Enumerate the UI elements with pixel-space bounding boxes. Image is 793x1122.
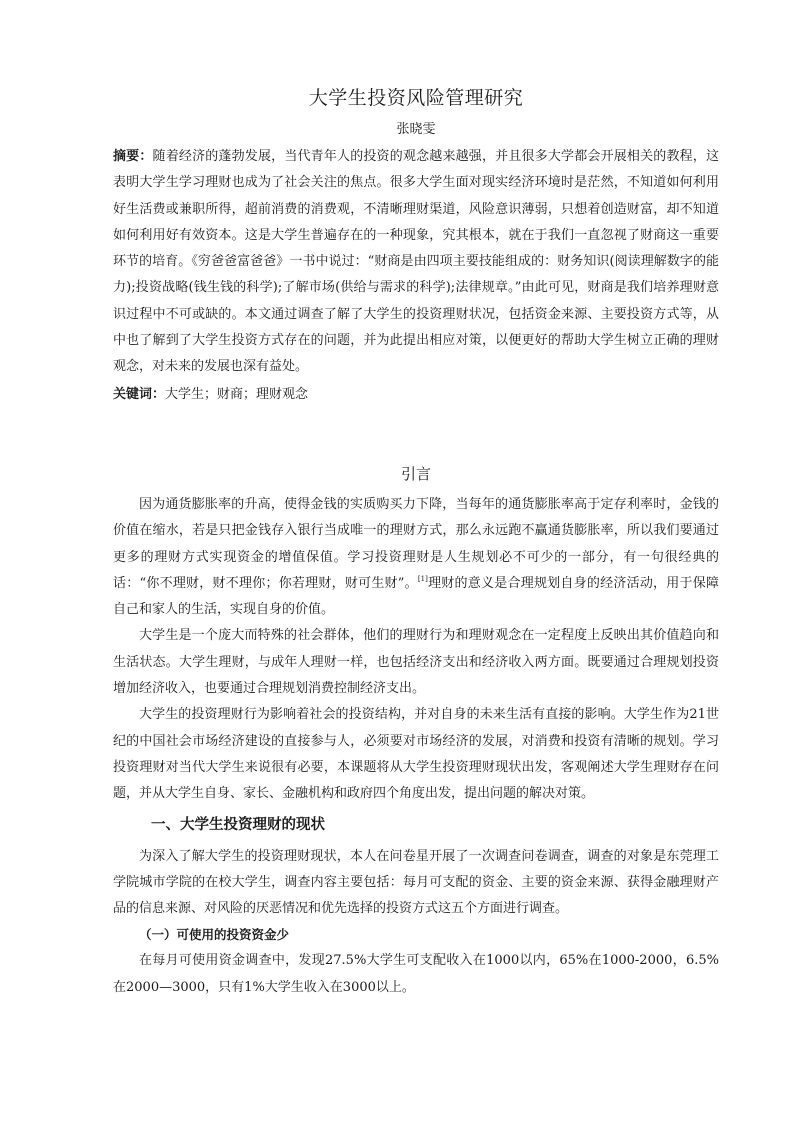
abstract-text: 随着经济的蓬勃发展，当代青年人的投资的观念越来越强，并且很多大学都会开展相关的教程，这表明大学生学习理财也成为了社会关注的焦点。很多大学生面对现实经济环境时是茫然，不知道如何利用好生活费或兼职所得，超前消费的消费观，不清晰理财渠道，风险意识薄弱，只想着创造财富，却不知道如何利用好有效资本。这是大学生普遍存在的一种现象，究其根本，就在于我们一直忽视了财商这一重要环节的培育。《穷爸爸富爸爸》一书中说过：“财商是由四项主要技能组成的：财务知识(阅读理解数字的能力);投资战略(钱生钱的科学);了解市场(供给与需求的科学);法律规章。”由此可见，财商是我们培养理财意识过程中不可或缺的。本文通过调查了解了大学生的投资理财状况，包括资金来源、主要投资方式等，从中也了解到了大学生投资方式存在的问题，并为此提出相应对策，以便更好的帮助大学生树立正确的理财观念，对未来的发展也深有益处。 bbox=[113, 149, 719, 375]
intro-paragraph-1 bbox=[113, 492, 719, 623]
subsection-1-paragraph: 在每月可使用资金调查中，发现27.5%大学生可支配收入在1000以内，65%在1000-2000，6.5%在2000—3000，只有1%大学生收入在3000以上。 bbox=[113, 953, 719, 995]
section-1-heading: 一、大学生投资理财的现状 bbox=[151, 816, 325, 833]
author-name: 张晓雯 bbox=[396, 122, 436, 137]
keywords-text: 大学生；财商；理财观念 bbox=[165, 386, 309, 402]
intro-p1-text-b: 理财的意义是合理规划自身的经济活动，用于保障自己和家人的生活，实现自身的价值。 bbox=[113, 575, 719, 618]
paper-page bbox=[113, 84, 719, 1001]
intro-heading: 引言 bbox=[400, 464, 431, 483]
keywords bbox=[113, 382, 719, 408]
keywords-label: 关键词： bbox=[113, 386, 166, 402]
intro-paragraph-3: 大学生的投资理财行为影响着社会的投资结构，并对自身的未来生活有直接的影响。大学生作为21世纪的中国社会市场经济建设的直接参与人，必须要对市场经济的发展，对消费和投资有清晰的规划。学习投资理财对当代大学生来说很有必要，本课题将从大学生投资理财现状出发，客观阐述大学生理财存在问题，并从大学生自身、家长、金融机构和政府四个角度出发，提出问题的解决对策。 bbox=[113, 707, 719, 802]
abstract-label: 摘要： bbox=[113, 149, 153, 164]
intro-p1-text-a: 因为通货膨胀率的升高，使得金钱的实质购买力下降，当每年的通货膨胀率高于定存利率时，金钱的价值在缩水，若是只把金钱存入银行当成唯一的理财方式，那么永远跑不赢通货膨胀率，所以我们要通过更多的理财方式实现资金的增值保值。学习投资理财是人生规划必不可少的一部分，有一句很经典的话：“你不理财，财不理你；你若理财，财可生财”。 bbox=[113, 496, 719, 591]
paper-title: 大学生投资风险管理研究 bbox=[308, 87, 524, 109]
abstract bbox=[113, 144, 719, 381]
citation-ref: [1] bbox=[417, 574, 428, 583]
section-1-paragraph: 为深入了解大学生的投资理财现状，本人在问卷星开展了一次调查问卷调查，调查的对象是东莞理工学院城市学院的在校大学生，调查内容主要包括：每月可支配的资金、主要的资金来源、获得金融理财产品的信息来源、对风险的厌恶情况和优先选择的投资方式这五个方面进行调查。 bbox=[113, 848, 719, 917]
intro-paragraph-2: 大学生是一个庞大而特殊的社会群体，他们的理财行为和理财观念在一定程度上反映出其价值趋向和生活状态。大学生理财，与成年人理财一样，也包括经济支出和经济收入两方面。既要通过合理规划投资增加经济收入，也要通过合理规划消费控制经济支出。 bbox=[113, 628, 719, 697]
subsection-1-heading: （一）可使用的投资资金少 bbox=[139, 927, 290, 943]
